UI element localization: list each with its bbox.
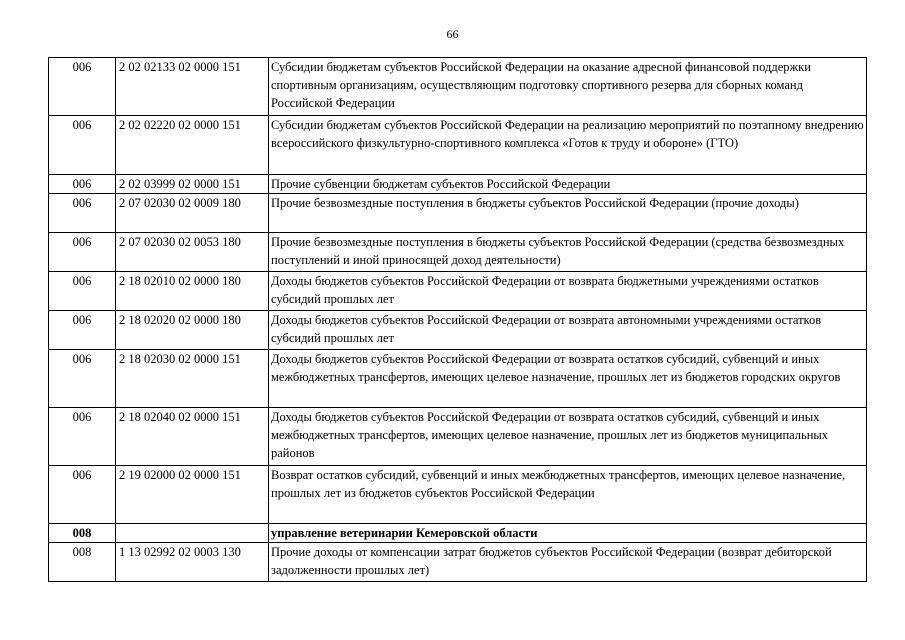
income-name-cell: Доходы бюджетов субъектов Российской Федерации от возврата автономными учреждениями остатков субсидий прошлых лет: [269, 311, 867, 350]
income-name-cell: Доходы бюджетов субъектов Российской Федерации от возврата остатков субсидий, субвенций и иных межбюджетных трансфертов, имеющих целевое назначение, прошлых лет из бюджетов муниципальных районов: [269, 408, 867, 466]
table-row: [49, 272, 867, 311]
income-name-cell: Доходы бюджетов субъектов Российской Федерации от возврата остатков субсидий, субвенций и иных межбюджетных трансфертов, имеющих целевое назначение, прошлых лет из бюджетов городских округов: [269, 350, 867, 408]
page-number: 66: [446, 27, 459, 41]
administrator-code-cell: 006: [49, 175, 116, 194]
table-row: [49, 311, 867, 350]
table-row: [49, 543, 867, 582]
budget-code-cell: 2 02 02133 02 0000 151: [116, 58, 269, 116]
administrator-code-cell: 008: [49, 543, 116, 582]
table-row: [49, 194, 867, 233]
table-row: [49, 233, 867, 272]
administrator-code-cell: 006: [49, 466, 116, 524]
table-row: [49, 466, 867, 524]
administrator-code-cell: 006: [49, 194, 116, 233]
income-name-cell: Субсидии бюджетам субъектов Российской Федерации на оказание адресной финансовой поддержки спортивным организациям, осуществляющим подготовку спортивного резерва для сборных команд Российской Федерации: [269, 58, 867, 116]
administrator-code-cell: 006: [49, 58, 116, 116]
budget-code-cell: 2 02 02220 02 0000 151: [116, 116, 269, 175]
table-row: [49, 408, 867, 466]
income-name-cell: Доходы бюджетов субъектов Российской Федерации от возврата бюджетными учреждениями остатков субсидий прошлых лет: [269, 272, 867, 311]
income-name-cell: Прочие безвозмездные поступления в бюджеты субъектов Российской Федерации (прочие доходы): [269, 194, 867, 233]
budget-code-cell: 2 19 02000 02 0000 151: [116, 466, 269, 524]
administrator-code-cell: 006: [49, 233, 116, 272]
administrator-code-cell: 006: [49, 408, 116, 466]
income-name-cell: Прочие субвенции бюджетам субъектов Российской Федерации: [269, 175, 867, 194]
income-name-cell: Субсидии бюджетам субъектов Российской Федерации на реализацию мероприятий по поэтапному внедрению всероссийского физкультурно-спортивного комплекса «Готов к труду и обороне» (ГТО): [269, 116, 867, 175]
table-row: [49, 58, 867, 116]
budget-code-cell: 2 07 02030 02 0053 180: [116, 233, 269, 272]
budget-code-cell: 2 18 02020 02 0000 180: [116, 311, 269, 350]
budget-classification-table: [48, 57, 867, 582]
administrator-code-cell: 006: [49, 116, 116, 175]
administrator-code-cell: 006: [49, 350, 116, 408]
budget-code-cell: 2 18 02010 02 0000 180: [116, 272, 269, 311]
income-name-cell: Прочие безвозмездные поступления в бюджеты субъектов Российской Федерации (средства безвозмездных поступлений и иной приносящей доход деятельности): [269, 233, 867, 272]
budget-code-cell: 1 13 02992 02 0003 130: [116, 543, 269, 582]
administrator-code-cell: 006: [49, 272, 116, 311]
table-row-section-header: [49, 524, 867, 543]
administrator-code-cell: 006: [49, 311, 116, 350]
table-row: [49, 350, 867, 408]
budget-code-cell: 2 18 02040 02 0000 151: [116, 408, 269, 466]
table-row: [49, 116, 867, 175]
administrator-name-cell: управление ветеринарии Кемеровской области: [269, 524, 867, 543]
budget-code-cell: [116, 524, 269, 543]
budget-code-cell: 2 18 02030 02 0000 151: [116, 350, 269, 408]
income-name-cell: Возврат остатков субсидий, субвенций и иных межбюджетных трансфертов, имеющих целевое назначение, прошлых лет из бюджетов субъектов Российской Федерации: [269, 466, 867, 524]
budget-code-cell: 2 02 03999 02 0000 151: [116, 175, 269, 194]
income-name-cell: Прочие доходы от компенсации затрат бюджетов субъектов Российской Федерации (возврат дебиторской задолженности прошлых лет): [269, 543, 867, 582]
administrator-code-cell: 008: [49, 524, 116, 543]
budget-code-cell: 2 07 02030 02 0009 180: [116, 194, 269, 233]
table-row: [49, 175, 867, 194]
